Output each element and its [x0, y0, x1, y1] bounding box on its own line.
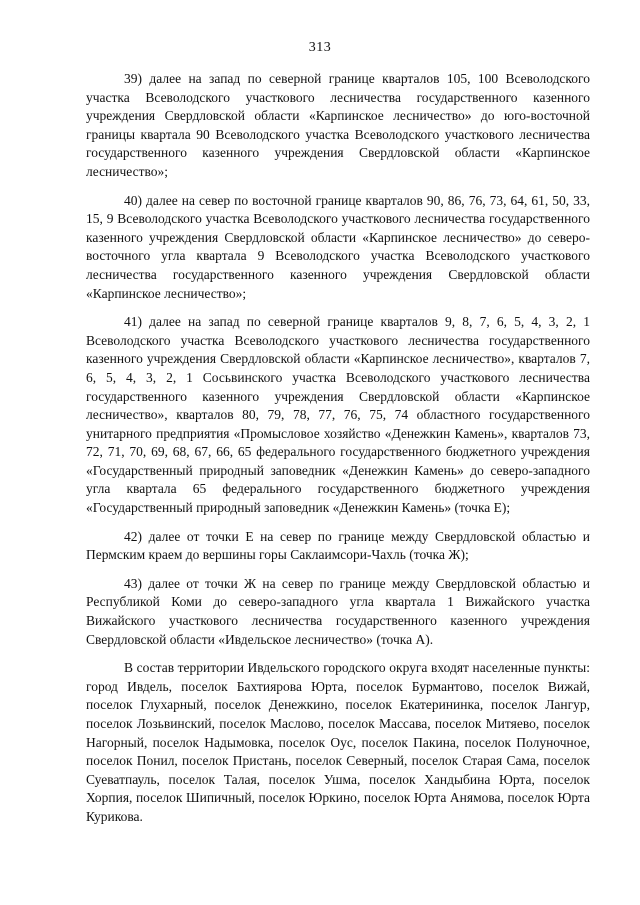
- settlements-paragraph: В состав территории Ивдельского городского округа входят населенные пункты: город Ивдель, поселок Бахтиярова Юрта, поселок Бурмантово, поселок Вижай, поселок Глухарный, поселок Денежкино, поселок Екатерининка, поселок Лангур, поселок Лозьвинский, поселок Маслово, поселок Массава, поселок Митяево, поселок Нагорный, поселок Надымовка, поселок Оус, поселок Пакина, поселок Полуночное, поселок Понил, поселок Пристань, поселок Северный, поселок Старая Сама, поселок Суеватпауль, поселок Талая, поселок Ушма, поселок Хандыбина Юрта, поселок Хорпия, поселок Шипичный, поселок Юркино, поселок Юрта Анямова, поселок Юрта Курикова.: [86, 660, 590, 824]
- page-number: 313: [308, 40, 332, 55]
- paragraph-43: 43) далее от точки Ж на север по границе между Свердловской областью и Республикой Коми до северо-западного угла квартала 1 Вижайского участка Вижайского участкового лесничества государственного казенного учреждения Свердловской области «Ивдельское лесничество» (точка А).: [86, 575, 590, 647]
- paragraph-41: 41) далее на запад по северной границе кварталов 9, 8, 7, 6, 5, 4, 3, 2, 1 Всеволодского участка Всеволодского участкового лесничества государственного казенного учреждения Свердловской области «Карпинское лесничество», кварталов 7, 6, 5, 4, 3, 2, 1 Сосьвинского участка Всеволодского участкового лесничества государственного казенного учреждения Свердловской области «Карпинское лесничество», кварталов 80, 79, 78, 77, 76, 75, 74 областного государственного унитарного предприятия «Промысловое хозяйство «Денежкин Камень», кварталов 73, 72, 71, 70, 69, 68, 67, 66, 65 федерального государственного бюджетного учреждения «Государственный природный заповедник «Денежкин Камень» до северо-западного угла квартала 65 федерального государственного бюджетного учреждения «Государственный природный заповедник «Денежкин Камень» (точка Е);: [86, 314, 590, 516]
- paragraph-39: 39) далее на запад по северной границе кварталов 105, 100 Всеволодского участка Всеволодского участкового лесничества государственного казенного учреждения Свердловской области «Карпинское лесничество» до юго-восточной границы квартала 90 Всеволодского участка Всеволодского участкового лесничества государственного казенного учреждения Свердловской области «Карпинское лесничество»;: [86, 71, 590, 179]
- document-body: [86, 70, 590, 837]
- paragraph-42: 42) далее от точки Е на север по границе между Свердловской областью и Пермским краем до вершины горы Саклаимсори-Чахль (точка Ж);: [86, 528, 590, 563]
- paragraph-40: 40) далее на север по восточной границе кварталов 90, 86, 76, 73, 64, 61, 50, 33, 15, 9 Всеволодского участка Всеволодского участкового лесничества государственного казенного учреждения Свердловской области «Карпинское лесничество» до северо-восточного угла квартала 9 Всеволодского участка Всеволодского участкового лесничества государственного казенного учреждения Свердловской области «Карпинское лесничество»;: [86, 192, 590, 301]
